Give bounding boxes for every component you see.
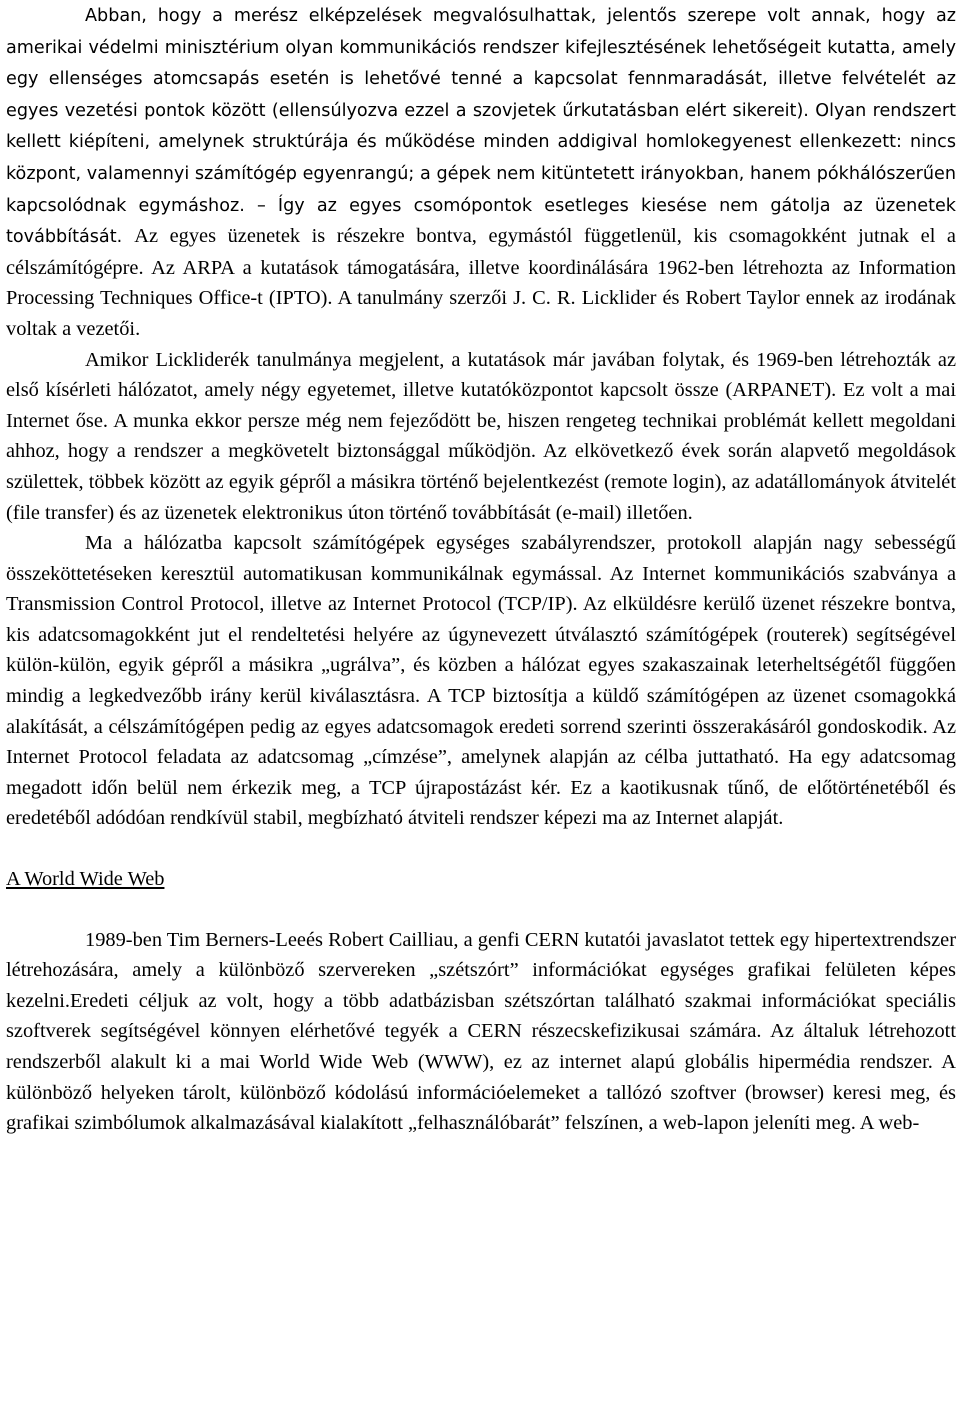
paragraph-arpa-origins-sans-part: Abban, hogy a merész elképzelések megvalósulhattak, jelentős szerepe volt annak, hogy az amerikai védelmi minisztérium olyan kommunikációs rendszer kifejlesztésének lehetőségeit kutatta, amely egy ellenséges atomcsapás esetén is lehetővé tenné a kapcsolat fennmaradását, illetve felvételét az egyes vezetési pontok között (ellensúlyozva ezzel a szovjetek űrkutatásban elért sikereit). Olyan rendszert kellett kiépíteni, amelynek struktúrája és működése minden addigival homlokegyenest ellenkezett: nincs központ, valamennyi számítógép egyenrangú; a gépek nem kitüntetett irányokban, hanem pókhálószerűen kapcsolódnak egymáshoz. – Így az egyes csomópontok esetleges kiesése nem gátolja az üzenetek továbbítását. [6,6,956,248]
spacer [6,834,956,864]
spacer [6,895,956,925]
paragraph-arpa-origins-serif-part: Az egyes üzenetek is részekre bontva, egymástól függetlenül, kis csomagokként jutnak el a célszámítógépre. Az ARPA a kutatások támogatására, illetve koordinálására 1962-ben létrehozta az Information Processing Techniques Office-t (IPTO). A tanulmány szerzői J. C. R. Licklider és Robert Taylor ennek az irodának voltak a vezetői. [6,225,956,340]
section-heading-world-wide-web: A World Wide Web [6,868,165,891]
paragraph-arpa-origins [6,0,956,345]
paragraph-tcp-ip: Ma a hálózatba kapcsolt számítógépek egységes szabályrendszer, protokoll alapján nagy sebességű összeköttetéseken keresztül automatikusan kommunikálnak egymással. Az Internet kommunikációs szabványa a Transmission Control Protocol, illetve az Internet Protocol (TCP/IP). Az elküldésre kerülő üzenet részekre bontva, kis adatcsomagokként jut el rendeltetési helyére az úgynevezett útválasztó számítógépek (routerek) segítségével külön-külön, egyik gépről a másikra „ugrálva”, és közben a hálózat egyes szakaszainak leterheltségétől függően mindig a legkedvezőbb irány kerül kiválasztásra. A TCP biztosítja a küldő számítógépen az üzenet csomagokká alakítását, a célszámítógépen pedig az egyes adatcsomagok eredeti sorrend szerinti összerakásáról gondoskodik. Az Internet Protocol feladata az adatcsomag „címzése”, amelynek alapján az célba juttatható. Ha egy adatcsomag megadott időn belül nem érkezik meg, a TCP újrapostázást kér. Ez a kaotikusnak tűnő, de előtörténetéből és eredetéből adódóan rendkívül stabil, megbízható átviteli rendszer képezi ma az Internet alapját. [6,532,956,830]
paragraph-www: 1989-ben Tim Berners-Leeés Robert Cailliau, a genfi CERN kutatói javaslatot tettek egy hipertextrendszer létrehozására, amely a különböző szervereken „szétszórt” információkat egységes grafikai felületen képes kezelni.Eredeti céljuk az volt, hogy a több adatbázisban szétszórtan található szakmai információkat speciális szoftverek segítségével könnyen elérhetővé tegyék a CERN részecskefizikusai számára. Az általuk létrehozott rendszerből alakult ki a mai World Wide Web (WWW), ez az internet alapú globális hipermédia rendszer. A különböző helyeken tárolt, különböző kódolású információelemeket a tallózó szoftver (browser) keresi meg, és grafikai szimbólumok alkalmazásával kialakított „felhasználóbarát” felszínen, a web-lapon jeleníti meg. A web- [6,928,956,1135]
paragraph-arpanet: Amikor Lickliderék tanulmánya megjelent, a kutatások már javában folytak, és 1969-ben létrehozták az első kísérleti hálózatot, amely négy egyetemet, illetve kutatóközpontot kapcsolt össze (ARPANET). Ez volt a mai Internet őse. A munka ekkor persze még nem fejeződött be, hiszen rengeteg technikai problémát kellett megoldani ahhoz, hogy a rendszer a megkövetelt biztonsággal működjön. Az elkövetkező évek során alapvető megoldások születtek, többek között az egyik gépről a másikra történő bejelentkezést (remote login), az adatállományok átvitelét (file transfer) és az üzenetek elektronikus úton történő továbbítását (e-mail) illetően. [6,348,956,524]
